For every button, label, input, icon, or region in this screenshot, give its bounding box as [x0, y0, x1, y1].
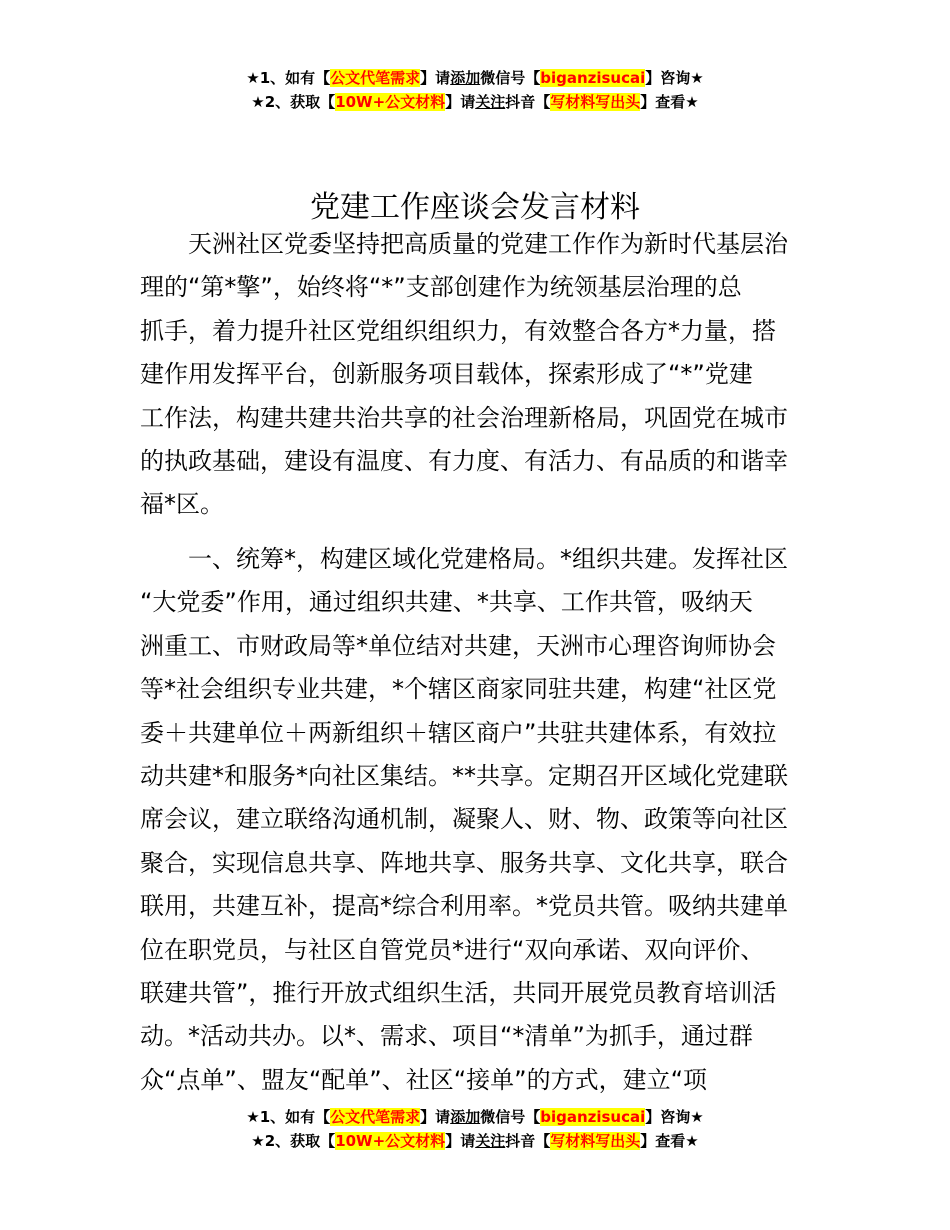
promo-highlight: 10W+公文材料 [335, 93, 446, 111]
promo-underlined: 添加 [450, 1108, 481, 1126]
promo-highlight: 公文代笔需求 [330, 69, 421, 87]
promo-text: 微信号【 [480, 1108, 541, 1126]
promo-banner-bottom [0, 1105, 950, 1153]
promo-line-1 [0, 1105, 950, 1129]
promo-text: ★2、获取【 [251, 93, 336, 111]
promo-text: 】请 [420, 69, 451, 87]
promo-underlined: 关注 [475, 1132, 506, 1150]
document-title: 党建工作座谈会发言材料 [310, 190, 640, 226]
promo-text: 】咨询★ [645, 69, 704, 87]
promo-banner-top [0, 66, 950, 114]
promo-highlight: biganzisucai [540, 69, 646, 87]
promo-line-1 [0, 66, 950, 90]
promo-text: 】请 [445, 1132, 476, 1150]
promo-text: 】请 [420, 1108, 451, 1126]
promo-text: 】查看★ [640, 93, 699, 111]
paragraph-intro: 天洲社区党委坚持把高质量的党建工作作为新时代基层治 理的“第*擎”，始终将“*”支部创建作为统领基层治理的总 抓手，着力提升社区党组织组织力，有效整合各方*力量，搭 建作用发挥平台，创新服务项目载体，探索形成了“*”党建 工作法，构建共建共治共享的社会治理新格局，巩固党在城市 的执政基础，建设有温度、有力度、有活力、有品质的和谐幸 福*区。 [140, 230, 788, 519]
promo-highlight: 公文代笔需求 [330, 1108, 421, 1126]
promo-underlined: 添加 [450, 69, 481, 87]
promo-line-2 [0, 1129, 950, 1153]
promo-text: 】查看★ [640, 1132, 699, 1150]
promo-underlined: 关注 [475, 93, 506, 111]
promo-highlight: biganzisucai [540, 1108, 646, 1126]
promo-text: 抖音【 [505, 1132, 551, 1150]
promo-text: 抖音【 [505, 93, 551, 111]
promo-text: ★1、如有【 [246, 1108, 331, 1126]
paragraph-section-1: 一、统筹*，构建区域化党建格局。*组织共建。发挥社区 “大党委”作用，通过组织共建、*共享、工作共管，吸纳天 洲重工、市财政局等*单位结对共建，天洲市心理咨询师协会 等*社会组织专业共建，*个辖区商家同驻共建，构建“社区党 委＋共建单位＋两新组织＋辖区商户”共驻共建体系，有效拉 动共建*和服务*向社区集结。**共享。定期召开区域化党建联 席会议，建立联络沟通机制，凝聚人、财、物、政策等向社区 聚合，实现信息共享、阵地共享、服务共享、文化共享，联合 联用，共建互补，提高*综合利用率。*党员共管。吸纳共建单 位在职党员，与社区自管党员*进行“双向承诺、双向评价、 联建共管”，推行开放式组织生活，共同开展党员教育培训活 动。*活动共办。以*、需求、项目“*清单”为抓手，通过群 众“点单”、盟友“配单”、社区“接单”的方式，建立“项 [140, 545, 788, 1094]
promo-text: ★2、获取【 [251, 1132, 336, 1150]
promo-text: ★1、如有【 [246, 69, 331, 87]
promo-text: 】咨询★ [645, 1108, 704, 1126]
promo-text: 微信号【 [480, 69, 541, 87]
promo-highlight: 10W+公文材料 [335, 1132, 446, 1150]
promo-highlight: 写材料写出头 [550, 93, 641, 111]
promo-highlight: 写材料写出头 [550, 1132, 641, 1150]
promo-text: 】请 [445, 93, 476, 111]
promo-line-2 [0, 90, 950, 114]
